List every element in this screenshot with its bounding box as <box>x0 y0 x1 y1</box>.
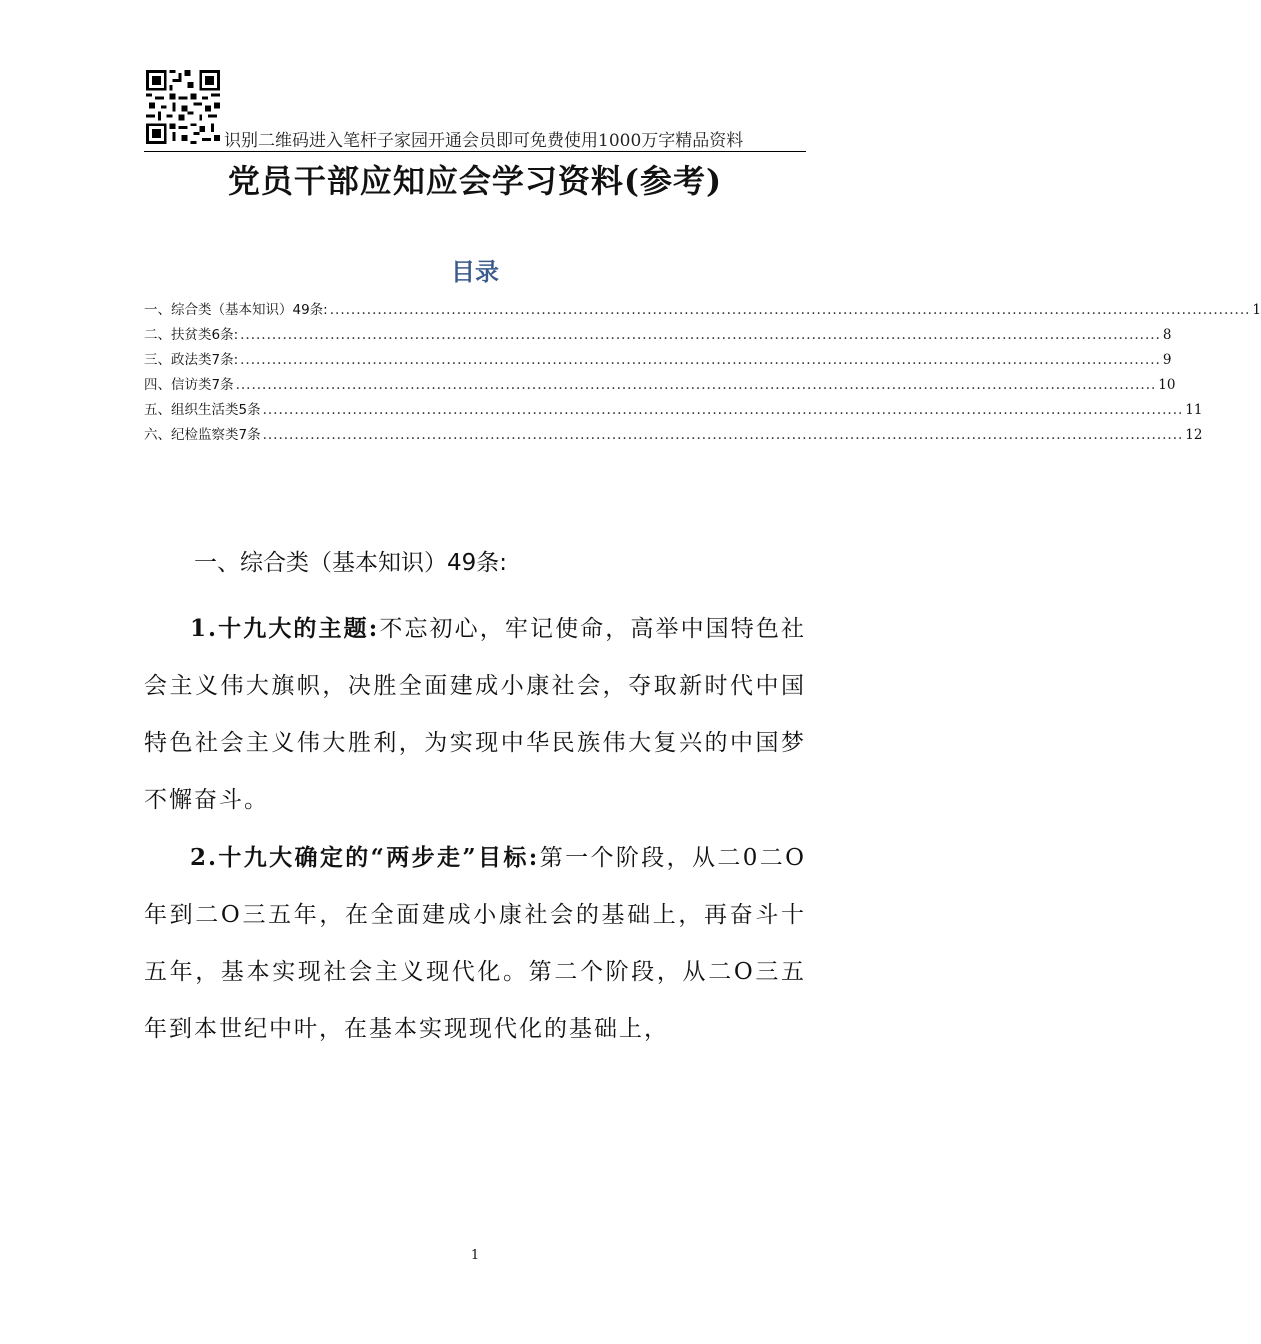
item-text: 不忘初心，牢记使命，高举中国特色社会主义伟大旗帜，决胜全面建成小康社会，夺取新时代中国特色社会主义伟大胜利，为实现中华民族伟大复兴的中国梦不懈奋斗。 <box>144 616 806 813</box>
table-of-contents <box>144 298 1261 448</box>
header-rule <box>144 151 806 152</box>
toc-leader-dots: .............................................................................................................................................................................. <box>329 302 1251 318</box>
toc-entry-label: 一、综合类（基本知识）49条: <box>144 302 328 318</box>
toc-leader-dots: .............................................................................................................................................................................. <box>262 402 1184 418</box>
toc-entry-page: 8 <box>1162 327 1172 343</box>
toc-entry-label: 六、纪检监察类7条 <box>144 427 261 443</box>
item-term: 2.十九大确定的“两步走”目标: <box>190 844 540 871</box>
toc-leader-dots: .............................................................................................................................................................................. <box>240 327 1161 343</box>
toc-entry-page: 1 <box>1252 302 1261 318</box>
toc-entry-label: 五、组织生活类5条 <box>144 402 261 418</box>
toc-heading: 目录 <box>451 258 499 286</box>
header-note: 识别二维码进入笔杆子家园开通会员即可免费使用1000万字精品资料 <box>224 131 744 151</box>
toc-entry[interactable] <box>144 373 1176 398</box>
knowledge-item <box>144 829 806 1058</box>
toc-leader-dots: .............................................................................................................................................................................. <box>262 427 1184 443</box>
toc-entry-label: 三、政法类7条: <box>144 352 239 368</box>
toc-entry-page: 11 <box>1185 402 1203 418</box>
toc-entry[interactable] <box>144 323 1172 348</box>
toc-entry-page: 9 <box>1162 352 1172 368</box>
item-text: 第一个阶段，从二0二O年到二O三五年，在全面建成小康社会的基础上，再奋斗十五年，基本实现社会主义现代化。第二个阶段，从二O三五年到本世纪中叶，在基本实现现代化的基础上， <box>144 845 806 1042</box>
toc-entry[interactable] <box>144 398 1203 423</box>
toc-entry[interactable] <box>144 298 1261 323</box>
section-body <box>144 600 806 1058</box>
toc-entry-label: 二、扶贫类6条: <box>144 327 239 343</box>
toc-entry-page: 10 <box>1158 377 1176 393</box>
qr-code-icon <box>146 70 220 144</box>
toc-entry[interactable] <box>144 423 1203 448</box>
item-term: 1.十九大的主题: <box>190 615 380 642</box>
toc-entry-label: 四、信访类7条 <box>144 377 234 393</box>
toc-leader-dots: .............................................................................................................................................................................. <box>240 352 1161 368</box>
toc-entry[interactable] <box>144 348 1172 373</box>
knowledge-item <box>144 600 806 829</box>
toc-leader-dots: .............................................................................................................................................................................. <box>235 377 1157 393</box>
document-header <box>144 68 806 152</box>
document-title: 党员干部应知应会学习资料(参考) <box>227 162 723 200</box>
toc-entry-page: 12 <box>1185 427 1203 443</box>
page-number: 1 <box>470 1248 480 1263</box>
section-heading: 一、综合类（基本知识）49条: <box>194 550 508 576</box>
